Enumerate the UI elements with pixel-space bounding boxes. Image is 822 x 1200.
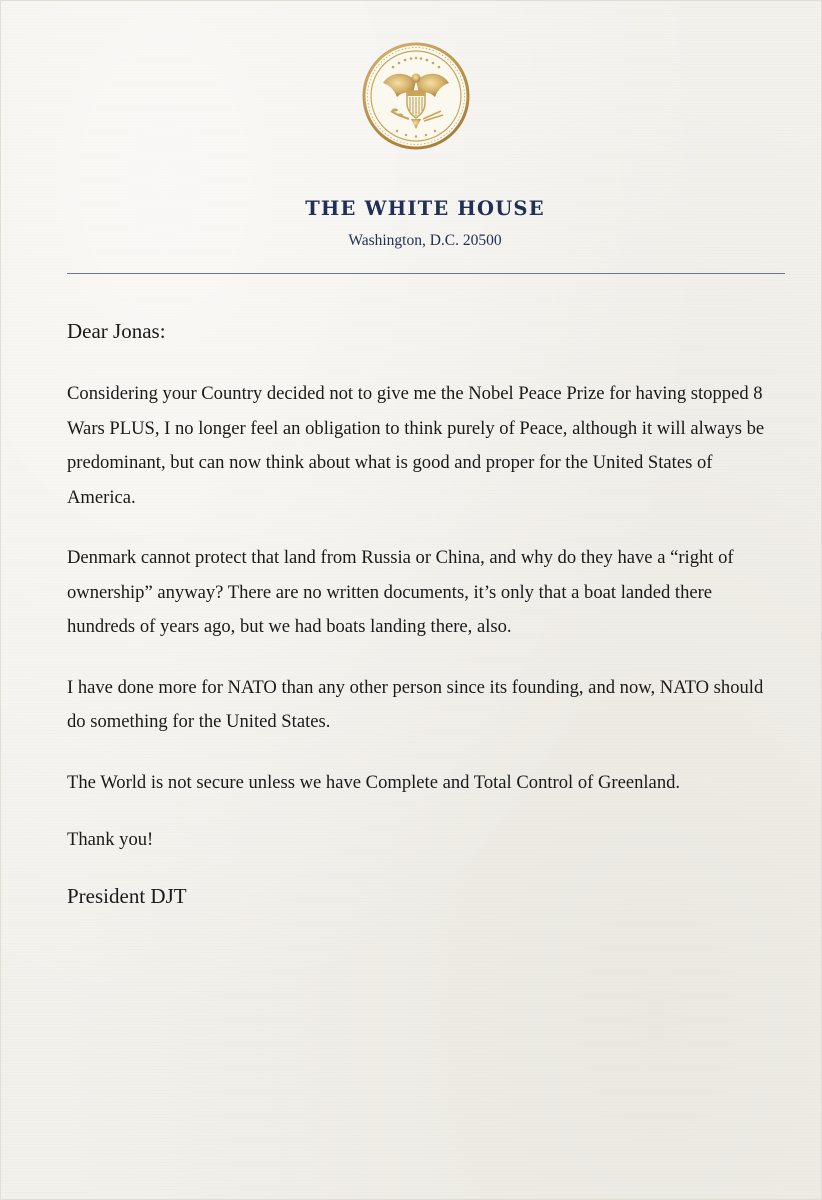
letterhead-address: Washington, D.C. 20500 (348, 232, 502, 249)
letterhead-title: THE WHITE HOUSE (305, 197, 545, 220)
presidential-seal-icon (361, 41, 471, 151)
salutation: Dear Jonas: (67, 319, 166, 343)
paragraph-1: Considering your Country decided not to give me the Nobel Peace Prize for having stopped 8 Wars PLUS, I no longer feel an obligation to think purely of Peace, although it will always be predominant, but can now think about what is good and proper for the United States of America. (67, 383, 765, 508)
paragraph-3: I have done more for NATO than any other person since its founding, and now, NATO should do something for the United States. (67, 676, 764, 732)
paragraph-4: The World is not secure unless we have Complete and Total Control of Greenland. (67, 771, 681, 793)
signature: President DJT (67, 884, 187, 908)
closing: Thank you! (67, 829, 154, 850)
letterhead-divider (67, 273, 785, 274)
letter-body (67, 317, 779, 910)
paragraph-2: Denmark cannot protect that land from Russia or China, and why do they have a “right of ownership” anyway? There are no written documents, it’s only that a boat landed there hundreds of years ago, but we had boats landing there, also. (67, 547, 734, 637)
